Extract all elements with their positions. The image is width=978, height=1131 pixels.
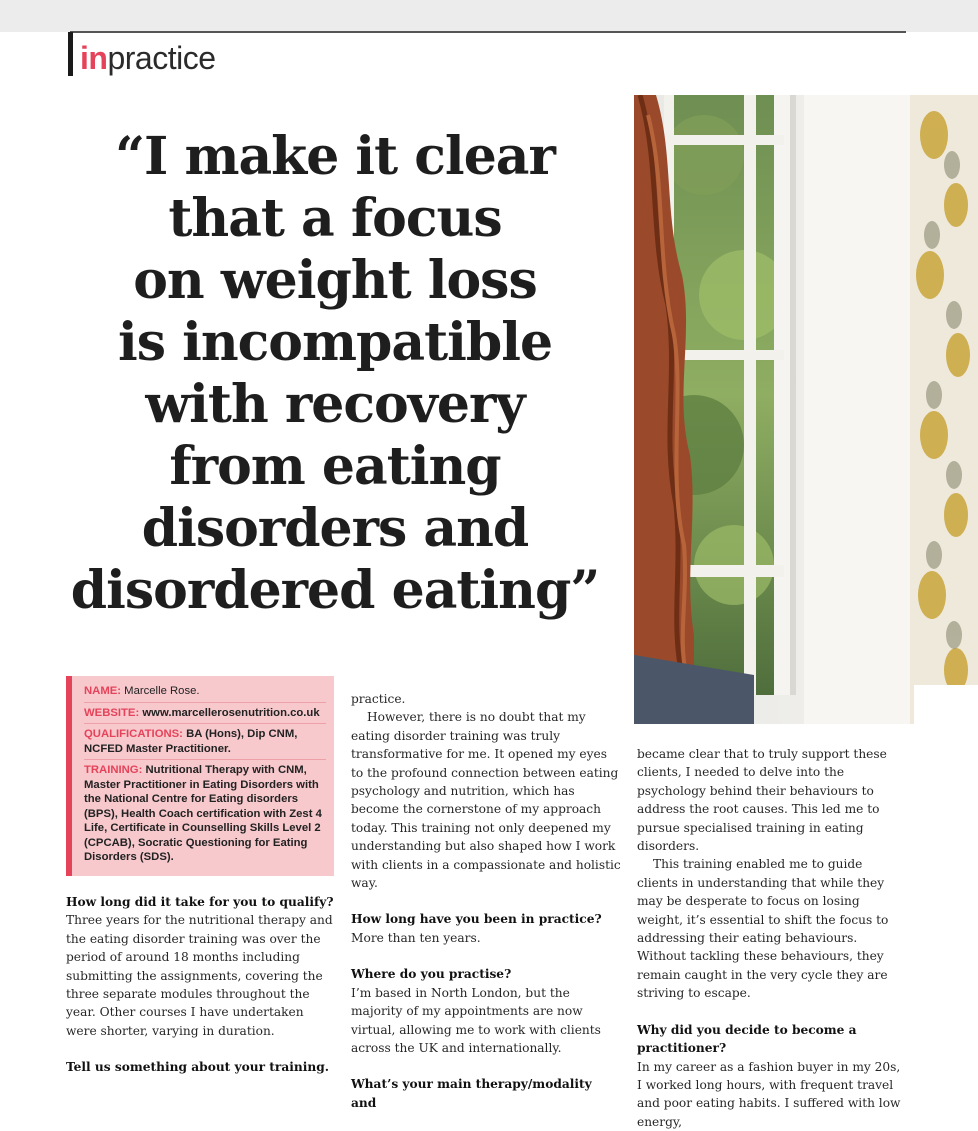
profile-box <box>66 676 334 876</box>
profile-divider <box>84 702 326 703</box>
body-text: However, there is no doubt that my eating disorder training was truly transformative for me. It opened my eyes to the profound connection between eating psychology and nutrition, which has become the cornerstone of my approach today. This training not only deepened my understanding but also shaped how I work with clients in a compassionate and holistic way. <box>351 708 621 892</box>
article-column-2 <box>351 690 621 1112</box>
profile-divider <box>84 723 326 724</box>
pull-quote-line: “I make it clear <box>40 126 630 188</box>
profile-qualifications <box>84 727 326 756</box>
pull-quote-line: that a focus <box>40 188 630 250</box>
question-heading: What’s your main therapy/modality and <box>351 1075 621 1112</box>
page-top-band <box>0 0 978 32</box>
section-suffix: practice <box>107 40 215 76</box>
body-text: became clear that to truly support these clients, I needed to delve into the psychology behind their behaviours to address the root causes. This led me to pursue specialised training in eating disorders. <box>637 745 905 855</box>
header-bar <box>68 32 73 76</box>
profile-name <box>84 684 326 699</box>
name-value: Marcelle Rose. <box>124 685 199 697</box>
article-column-3 <box>637 745 905 1131</box>
pull-quote-line: on weight loss <box>40 250 630 312</box>
window-photo <box>634 95 978 724</box>
website-value: www.marcellerosenutrition.co.uk <box>142 707 319 719</box>
answer-text: More than ten years. <box>351 929 621 947</box>
answer-text: Three years for the nutritional therapy and the eating disorder training was over the period of around 18 months including submitting the assignments, covering the three separate modules throughout the year. Other courses I have undertaken were shorter, varying in duration. <box>66 911 338 1040</box>
article-column-1 <box>66 893 338 1077</box>
question-heading: Tell us something about your training. <box>66 1058 338 1076</box>
profile-website <box>84 706 326 721</box>
pull-quote <box>40 126 630 622</box>
pull-quote-line: from eating <box>40 436 630 498</box>
question-heading: Where do you practise? <box>351 965 621 983</box>
training-label: TRAINING: <box>84 764 142 776</box>
qualifications-value: BA (Hons), Dip CNM, NCFED Master Practitioner. <box>84 728 297 755</box>
pull-quote-line: disordered eating” <box>40 560 630 622</box>
qualifications-label: QUALIFICATIONS: <box>84 728 183 740</box>
profile-training <box>84 763 326 865</box>
section-title <box>80 40 215 77</box>
question-heading: How long have you been in practice? <box>351 910 621 928</box>
pull-quote-line: with recovery <box>40 374 630 436</box>
name-label: NAME: <box>84 685 121 697</box>
pull-quote-line: is incompatible <box>40 312 630 374</box>
header-rule <box>70 31 906 33</box>
website-label: WEBSITE: <box>84 707 139 719</box>
window-photo-illustration <box>634 95 978 724</box>
question-heading: How long did it take for you to qualify? <box>66 893 338 911</box>
answer-text: In my career as a fashion buyer in my 20s, I worked long hours, with frequent travel and poor eating habits. I suffered with low energy, <box>637 1058 905 1131</box>
body-text: practice. <box>351 690 621 708</box>
question-heading: Why did you decide to become a practitioner? <box>637 1021 905 1058</box>
training-value: Nutritional Therapy with CNM, Master Practitioner in Eating Disorders with the National Centre for Eating disorders (BPS), Health Coach certification with Zest 4 Life, Certificate in Counselling Skills Level 2 (CPCAB), Socratic Questioning for Eating Disorders (SDS). <box>84 764 322 863</box>
body-text: This training enabled me to guide clients in understanding that while they may be desperate to focus on losing weight, it’s essential to shift the focus to addressing their eating behaviours. Without tackling these behaviours, they remain caught in the very cycle they are striving to escape. <box>637 855 905 1002</box>
profile-divider <box>84 759 326 760</box>
answer-text: I’m based in North London, but the majority of my appointments are now virtual, allowing me to work with clients across the UK and internationally. <box>351 984 621 1058</box>
section-prefix: in <box>80 40 107 76</box>
pull-quote-line: disorders and <box>40 498 630 560</box>
